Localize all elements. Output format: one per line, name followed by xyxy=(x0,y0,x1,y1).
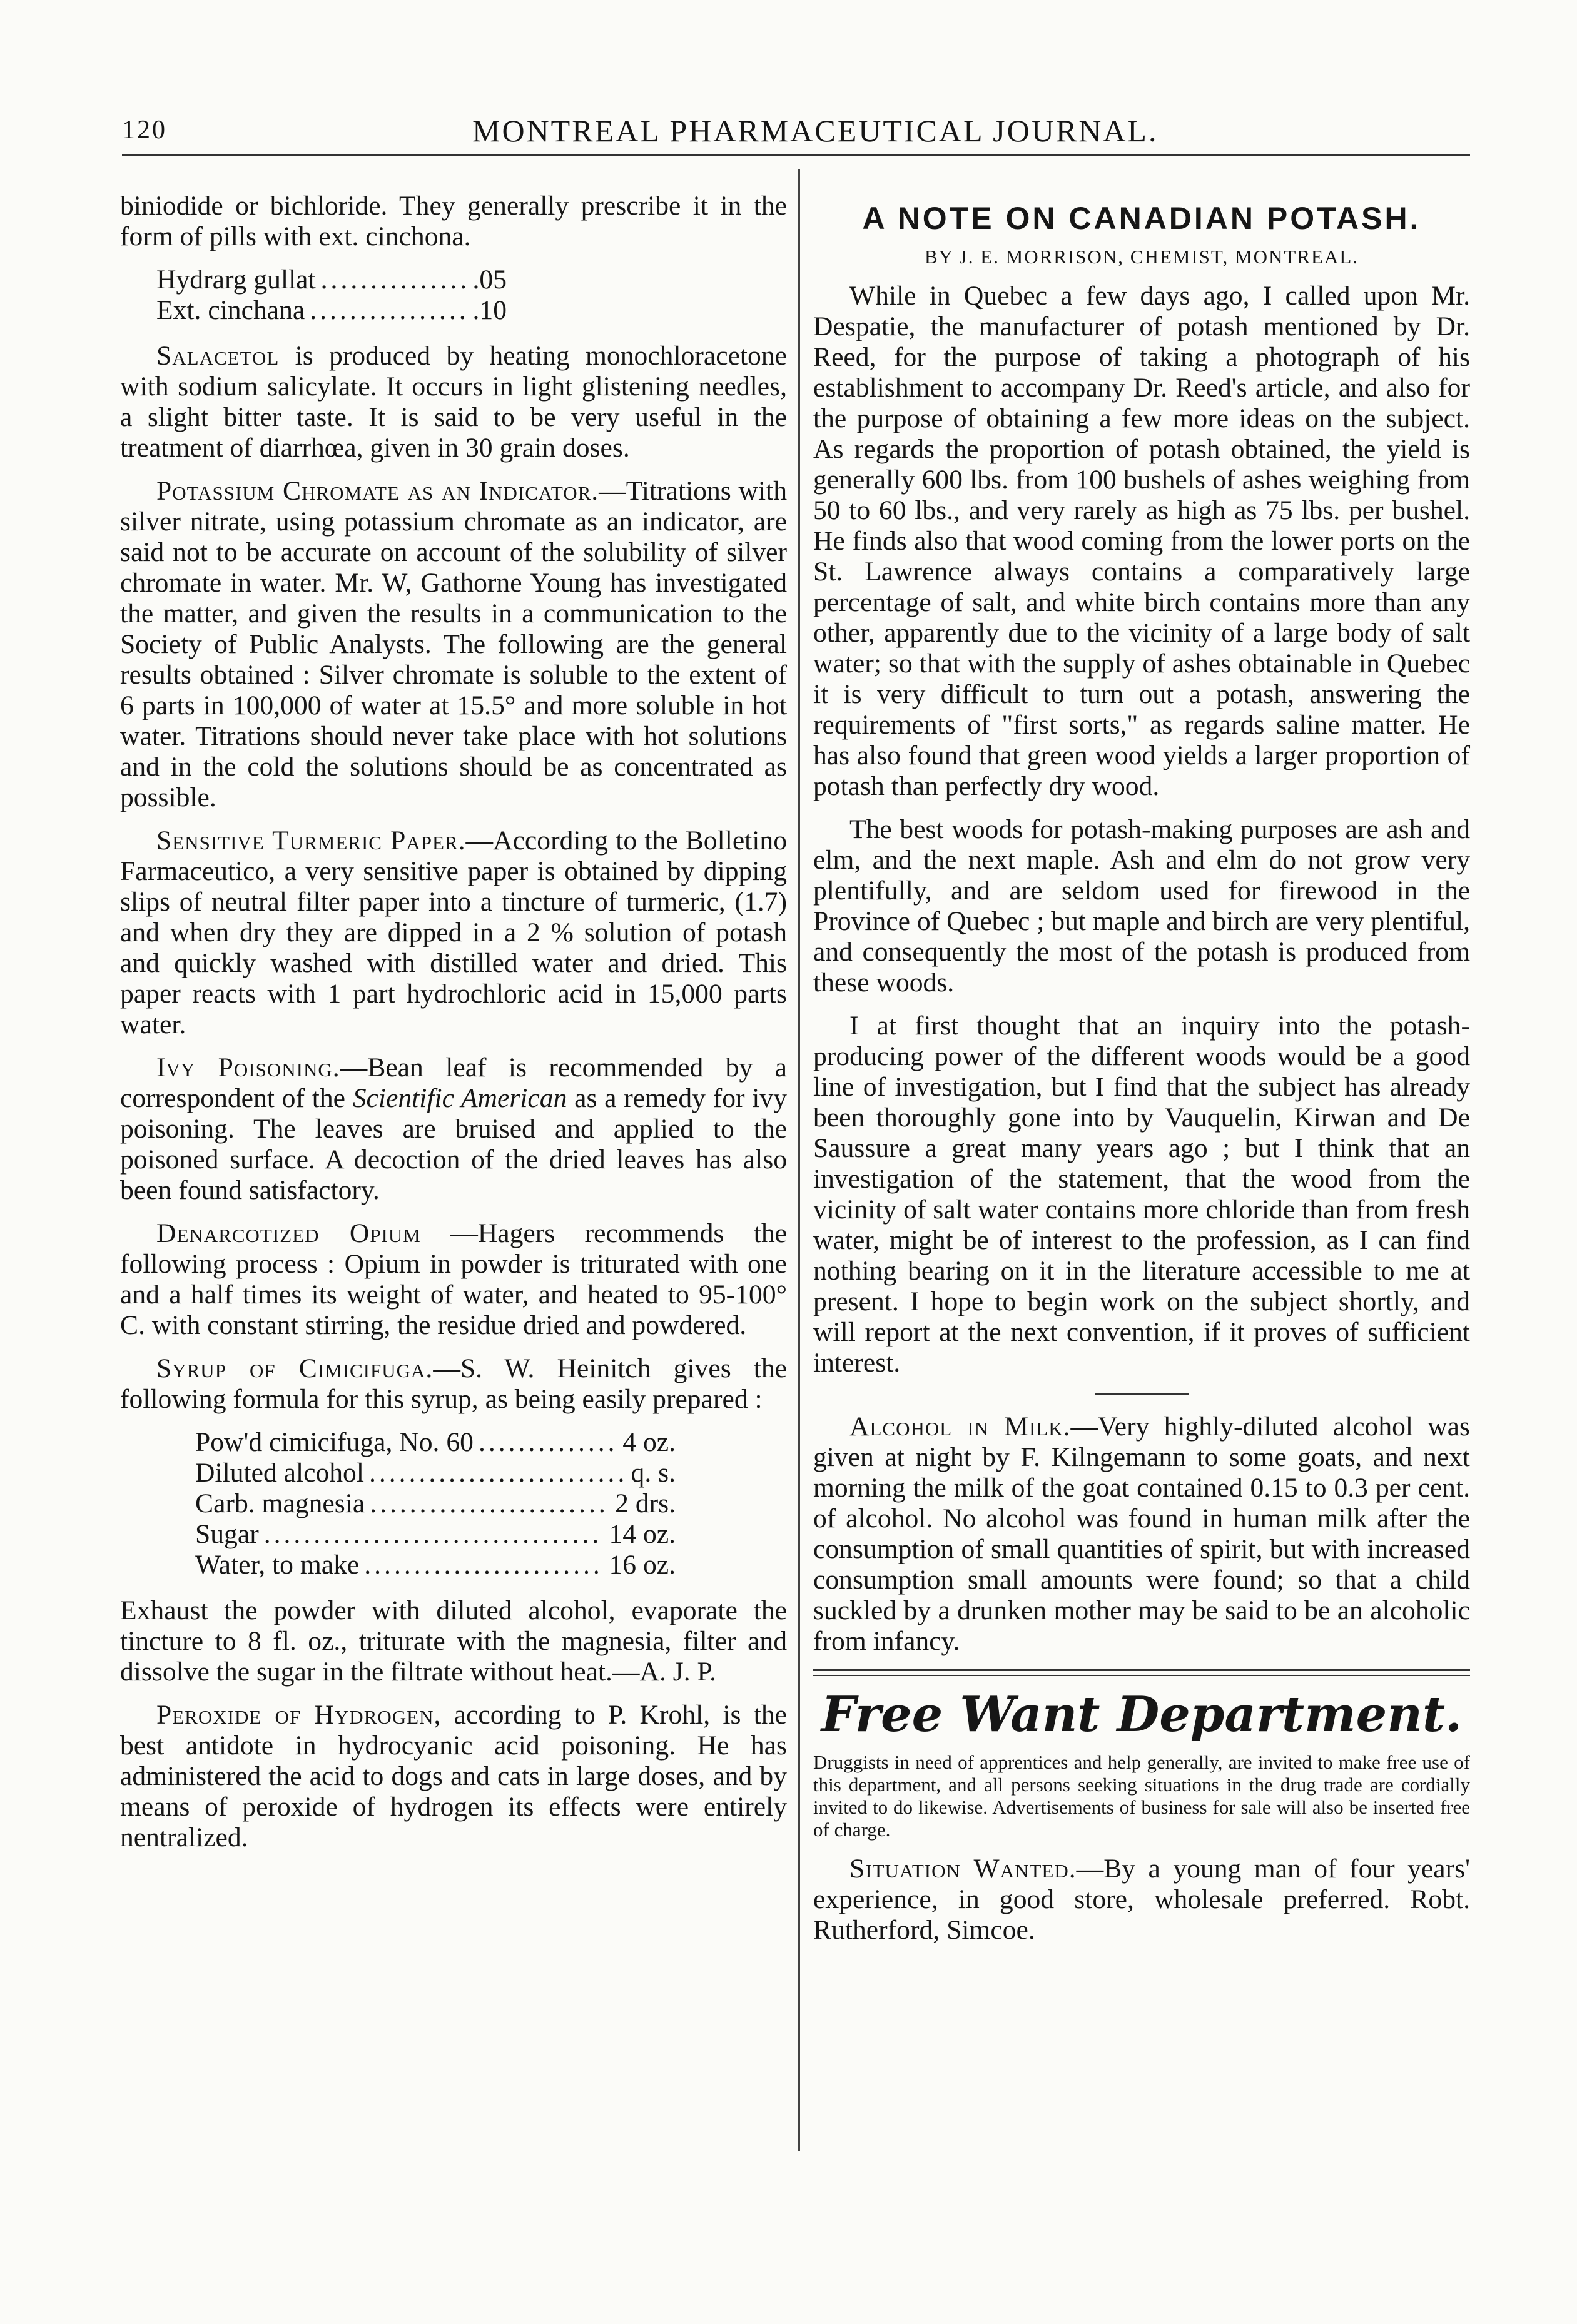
ingredient-amount: 2 drs. xyxy=(615,1488,676,1518)
paragraph-heading: Ivy Poisoning. xyxy=(156,1053,340,1083)
article-paragraph: The best woods for potash-making purposes are ash and elm, and the next maple. Ash and elm do not grow very plentifully, and are seldom used for firewood in the Province of Quebec ; but maple and birch are very plentiful, and consequently the most of the potash is produced from these woods. xyxy=(813,814,1470,998)
journal-title: MONTREAL PHARMACEUTICAL JOURNAL. xyxy=(472,113,1159,148)
paragraph-body: —According to the Bolletino Farmaceutico, a very sensitive paper is obtained by dipping slips of neutral filter paper into a tincture of turmeric, (1.7) and when dry they are dipped in a 2 % solution of potash and quickly washed with distilled water and dried. This paper reacts with 1 part hydrochloric acid in 15,000 parts water. xyxy=(120,826,787,1039)
article-paragraph: While in Quebec a few days ago, I called upon Mr. Despatie, the manufacturer of potash mentioned by Dr. Reed, for the purpose of taking a photograph of his establishment to accompany Dr. Reed's article, and also for the purpose of obtaining a few more ideas on the subject. As regards the proportion of potash obtained, the yield is generally 600 lbs. from 100 bushels of ashes weighing from 50 to 60 lbs., and very rarely as high as 75 lbs. per bushel. He finds also that wood coming from the lower ports on the St. Lawrence always contains a comparatively large percentage of salt, and white birch contains more than any other, apparently due to the vicinity of a large body of salt water; so that with the supply of ashes obtainable in Quebec it is very difficult to turn out a potash, answering the requirements of "first sorts," as regards saline matter. He has also found that green wood yields a larger proportion of potash than perfectly dry wood. xyxy=(813,281,1470,801)
formula-row xyxy=(195,1519,676,1550)
paragraph-body: —Very highly-diluted alcohol was given at night by F. Kilngemann to some goats, and next morning the milk of the goat contained 0.15 to 0.3 per cent. of alcohol. No alcohol was found in human milk after the consumption of small quantities of spirit, but with increased consumption small amounts were found; so that a child suckled by a drunken mother may be said to be an alcoholic from infancy. xyxy=(813,1412,1470,1656)
paragraph-body: —Bean leaf is recommended by a correspondent of the xyxy=(120,1053,787,1113)
ingredient-name: Ext. cinchana xyxy=(156,295,305,325)
paragraph-heading: Situation Wanted. xyxy=(849,1854,1077,1884)
article-paragraph: I at first thought that an inquiry into the potash-producing power of the different woods would be a good line of investigation, but I find that the subject has already been thoroughly gone into by Vauquelin, Kirwan and De Saussure a great many years ago ; but I think that an investigation of the statement, that the wood from the vicinity of salt water contains more chloride than from fresh water, might be of interest to the profession, as I can find nothing bearing on it in the literature accessible to me at present. I hope to begin work on the subject shortly, and will report at the next convention, if it proves of sufficient interest. xyxy=(813,1011,1470,1378)
page-number: 120 xyxy=(122,116,167,144)
page-header xyxy=(122,106,1470,156)
exhaust-instructions: Exhaust the powder with diluted alcohol, evaporate the tincture to 8 fl. oz., triturate with the magnesia, filter and dissolve the sugar in the filtrate without heat.—A. J. P. xyxy=(120,1595,787,1687)
ingredient-name: Water, to make xyxy=(195,1550,360,1580)
leader-dots xyxy=(310,295,467,326)
ingredient-amount: 16 oz. xyxy=(609,1550,676,1580)
paragraph-heading: Potassium Chromate as an Indicator. xyxy=(156,476,599,506)
paragraph-body: —S. W. Heinitch gives the following formula for this syrup, as being easily prepared : xyxy=(120,1353,787,1414)
leader-dots xyxy=(479,1427,617,1458)
department-rule xyxy=(813,1669,1470,1676)
paragraph-heading: Syrup of Cimicifuga. xyxy=(156,1353,434,1383)
left-column xyxy=(120,191,787,1866)
paragraph-heading: Alcohol in Milk. xyxy=(849,1412,1071,1442)
paragraph-body: —Titrations with silver nitrate, using potassium chromate as an indicator, are said not to be accurate on account of the solubility of silver chromate in water. Mr. W, Gathorne Young has investigated the matter, and given the results in a communication to the Society of Public Analysts. The following are the general results obtained : Silver chromate is soluble to the extent of 6 parts in 100,000 of water at 15.5° and more soluble in hot water. Titrations should never take place with hot solutions and in the cold the solutions should be as concentrated as possible. xyxy=(120,476,787,812)
salacetol-paragraph xyxy=(120,341,787,463)
paragraph-heading: Denarcotized Opium xyxy=(156,1218,421,1248)
paragraph-body: according to P. Krohl, is the best antidote in hydrocyanic acid poisoning. He has administered the acid to dogs and cats in large doses, and by means of peroxide of hydrogen its effects were entirely nentralized. xyxy=(120,1700,787,1852)
formula-row xyxy=(195,1488,676,1519)
ingredient-amount: q. s. xyxy=(631,1458,676,1488)
article-title: A NOTE ON CANADIAN POTASH. xyxy=(862,201,1421,236)
ingredient-name: Pow'd cimicifuga, No. 60 xyxy=(195,1427,474,1457)
leader-dots xyxy=(364,1550,604,1580)
ingredient-name: Carb. magnesia xyxy=(195,1488,365,1518)
formula-row xyxy=(195,1427,676,1458)
header-rule xyxy=(122,154,1470,156)
right-column xyxy=(813,191,1470,1958)
paragraph-body-continued: as a remedy for ivy poisoning. The leaves are bruised and applied to the poisoned surface. A decoction of the dried leaves has also been found satisfactory. xyxy=(120,1083,787,1205)
formula-row xyxy=(156,265,507,295)
formula-row xyxy=(195,1458,676,1488)
ingredient-name: Diluted alcohol xyxy=(195,1458,364,1488)
ingredient-name: Hydrarg gullat xyxy=(156,265,316,295)
paragraph-body: —By a young man of four years' experience, in good store, wholesale preferred. Robt. Rutherford, Simcoe. xyxy=(813,1854,1470,1945)
leader-dots xyxy=(321,265,468,295)
leader-dots xyxy=(370,1488,610,1519)
ingredient-amount: 14 oz. xyxy=(609,1519,676,1549)
leader-dots xyxy=(369,1458,626,1488)
situation-wanted-ad xyxy=(813,1854,1470,1946)
paragraph-heading: Salacetol xyxy=(156,341,280,371)
ingredient-name: Sugar xyxy=(195,1519,259,1549)
ingredient-amount: .10 xyxy=(472,295,507,325)
turmeric-paper-paragraph xyxy=(120,826,787,1040)
department-notice: Druggists in need of apprentices and help generally, are invited to make free use of this department, and all persons seeking situations in the drug trade are cordially invited to do likewise. Advertisements of business for sale will also be inserted free of charge. xyxy=(813,1751,1470,1841)
ingredient-amount: 4 oz. xyxy=(622,1427,676,1457)
peroxide-paragraph xyxy=(120,1700,787,1853)
ivy-poisoning-paragraph xyxy=(120,1053,787,1206)
syrup-formula xyxy=(195,1427,676,1580)
department-title: Free Want Department. xyxy=(821,1686,1463,1743)
paragraph-heading: Sensitive Turmeric Paper. xyxy=(156,826,466,856)
ingredient-amount: .05 xyxy=(472,265,507,295)
formula-row xyxy=(195,1550,676,1580)
paragraph-heading: Peroxide of Hydrogen, xyxy=(156,1700,442,1730)
syrup-cimicifuga-paragraph xyxy=(120,1353,787,1415)
formula-row xyxy=(156,295,507,326)
leader-dots xyxy=(264,1519,604,1550)
article-byline: BY J. E. MORRISON, CHEMIST, MONTREAL. xyxy=(924,246,1359,268)
paragraph-body: —Hagers recommends the following process : Opium in powder is triturated with one and a half times its weight of water, and heated to 95-100° C. with constant stirring, the residue dried and powdered. xyxy=(120,1218,787,1340)
pill-formula xyxy=(156,265,507,326)
denarcotized-opium-paragraph xyxy=(120,1218,787,1341)
column-divider xyxy=(798,169,800,2151)
publication-name: Scientific American xyxy=(352,1083,567,1113)
potassium-chromate-paragraph xyxy=(120,476,787,813)
alcohol-in-milk-paragraph xyxy=(813,1412,1470,1657)
section-rule xyxy=(1095,1393,1189,1395)
paragraph-body: is produced by heating monochloracetone with sodium salicylate. It occurs in light glistening needles, a slight bitter taste. It is said to be very useful in the treatment of diarrhœa, given in 30 grain doses. xyxy=(120,341,787,463)
continued-paragraph: biniodide or bichloride. They generally prescribe it in the form of pills with ext. cinchona. xyxy=(120,191,787,251)
